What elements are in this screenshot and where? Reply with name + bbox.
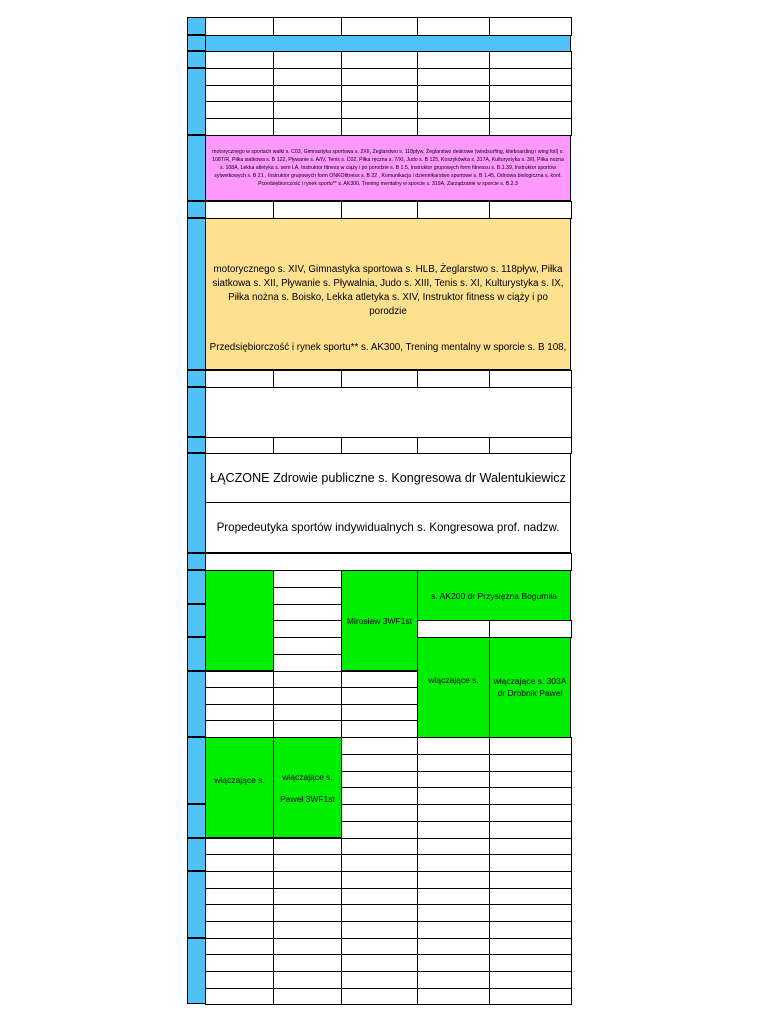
sidebar-cell bbox=[187, 737, 206, 804]
grid-cell bbox=[273, 17, 342, 36]
blank-merged-row bbox=[205, 387, 572, 438]
grid-cell bbox=[273, 938, 342, 955]
peach-block-text-1: motorycznego s. XIV, Gimnastyka sportowa s. HLB, Żeglarstwo s. 118pływ, Piłka siatkowa s. XII, Pływanie s. Pływalnia, Judo s. XIII, Tenis s. XI, Kulturystyka s. IX, Piłka nożna s. Boisko, Lekka atletyka s. XIV, Instruktor fitness w ciąży i po porodzie bbox=[212, 264, 564, 317]
green-block-col1-top bbox=[205, 570, 274, 671]
grid-cell bbox=[341, 68, 418, 86]
laczone-zdrowie-block bbox=[205, 453, 571, 503]
grid-cell bbox=[417, 754, 490, 772]
grid-cell bbox=[489, 921, 572, 939]
grid-cell bbox=[341, 838, 418, 855]
wlaczajace-text-col1: włączające s. bbox=[214, 774, 265, 785]
grid-cell bbox=[417, 954, 490, 972]
laczone-zdrowie-text: ŁĄCZONE Zdrowie publiczne s. Kongresowa dr Walentukiewicz bbox=[210, 471, 566, 485]
grid-cell bbox=[205, 201, 274, 219]
grid-cell bbox=[417, 620, 490, 638]
grid-cell bbox=[205, 687, 274, 705]
sidebar-cell bbox=[187, 453, 206, 553]
grid-cell bbox=[205, 838, 274, 855]
grid-cell bbox=[273, 687, 342, 705]
wlaczajace-pawel-block bbox=[273, 737, 342, 838]
grid-cell bbox=[205, 921, 274, 939]
grid-cell bbox=[489, 888, 572, 905]
grid-cell bbox=[341, 938, 418, 955]
grid-cell bbox=[489, 871, 572, 889]
grid-cell bbox=[417, 787, 490, 805]
grid-cell bbox=[205, 68, 274, 86]
grid-cell bbox=[341, 871, 418, 889]
grid-cell bbox=[273, 921, 342, 939]
grid-cell bbox=[341, 671, 418, 688]
peach-schedule-block bbox=[205, 218, 571, 370]
grid-cell bbox=[489, 620, 572, 638]
grid-cell bbox=[417, 938, 490, 955]
grid-cell bbox=[273, 437, 342, 454]
grid-cell bbox=[417, 68, 490, 86]
grid-cell bbox=[341, 737, 418, 755]
grid-cell bbox=[489, 771, 572, 788]
miroslaw-block bbox=[341, 570, 418, 671]
sidebar-cell bbox=[187, 135, 206, 201]
grid-cell bbox=[341, 101, 418, 119]
sidebar-cell bbox=[187, 804, 206, 838]
grid-cell bbox=[489, 68, 572, 86]
grid-cell bbox=[417, 118, 490, 136]
sidebar-cell bbox=[187, 370, 206, 387]
grid-cell bbox=[417, 101, 490, 119]
grid-cell bbox=[273, 570, 342, 588]
propedeutyka-block bbox=[205, 502, 571, 553]
grid-cell bbox=[273, 118, 342, 136]
grid-cell bbox=[205, 51, 274, 69]
wlaczajace-pawel-text-2: Paweł 3WF1st bbox=[280, 793, 335, 804]
sidebar-cell bbox=[187, 671, 206, 737]
sidebar-cell bbox=[187, 637, 206, 671]
grid-cell bbox=[205, 101, 274, 119]
wlaczajace-303a-text: włączające s. 303A dr Drobnik Paweł bbox=[493, 675, 567, 698]
grid-cell bbox=[489, 17, 572, 36]
grid-cell bbox=[489, 904, 572, 922]
grid-cell bbox=[273, 101, 342, 119]
grid-cell bbox=[417, 971, 490, 989]
grid-cell bbox=[341, 787, 418, 805]
grid-cell bbox=[417, 737, 490, 755]
sidebar-cell bbox=[187, 35, 206, 51]
grid-cell bbox=[489, 737, 572, 755]
grid-cell bbox=[417, 437, 490, 454]
sidebar-cell bbox=[187, 218, 206, 370]
grid-cell bbox=[273, 904, 342, 922]
pink-block-text: motorycznego w sportach walki s. C03, Gimnastyka sportowa s. 2XII, Żeglarstwo s. 118pływ, Żeglarstwo deskowe (windsurfing, kiteboarding i wing foil) s. 108T/R, Piłka siatkowa s. B 122, Pływanie s. A/IV, Tenis s. C02, Piłka ręczna s. 7/XI, Judo s. B 125, Koszykówka s. 317A, Kulturystyka s. 3/II, Piłka nożna s. 108A, Lekka atletyka s. sem LA, Instruktor fitness w ciąży i po porodzie s. B 1.5, Instruktor grupowych form fitnessu s. B.1.39, Instruktor sportów sylwetkowych s. B 21 , Instruktor grupowych form ONKOfitness s. B 22 , Komunikacja i dziennikarstwo sportowe s. B 1.45, Odnowa biologiczna s. konf. Przedsiębiorczość i rynek sportu** s. AK300, Trening mentalny w sporcie s. 319A, Zarządzanie w sporcie s. B.2.3 bbox=[212, 148, 564, 188]
grid-cell bbox=[205, 671, 274, 688]
wlaczajace-block-col1 bbox=[205, 737, 274, 838]
grid-cell bbox=[273, 370, 342, 388]
grid-cell bbox=[205, 854, 274, 872]
sidebar-cell bbox=[187, 871, 206, 938]
grid-cell bbox=[205, 118, 274, 136]
grid-cell bbox=[273, 838, 342, 855]
grid-cell bbox=[489, 101, 572, 119]
wlaczajace-text-col4: włączające s. bbox=[428, 674, 479, 685]
wlaczajace-block-col4 bbox=[417, 637, 490, 738]
sidebar-cell bbox=[187, 938, 206, 1004]
grid-cell bbox=[489, 838, 572, 855]
grid-cell bbox=[489, 971, 572, 989]
grid-cell bbox=[489, 754, 572, 772]
grid-cell bbox=[489, 954, 572, 972]
grid-cell bbox=[205, 888, 274, 905]
grid-cell bbox=[489, 370, 572, 388]
grid-cell bbox=[273, 954, 342, 972]
grid-cell bbox=[273, 971, 342, 989]
sidebar-cell bbox=[187, 553, 206, 570]
sidebar-cell bbox=[187, 201, 206, 218]
grid-cell bbox=[417, 201, 490, 219]
ak200-text: s. AK200 dr Przysiężna Bogumiła bbox=[431, 590, 557, 601]
header-band bbox=[205, 35, 571, 52]
sidebar-cell bbox=[187, 387, 206, 437]
grid-cell bbox=[341, 771, 418, 788]
grid-cell bbox=[417, 854, 490, 872]
grid-cell bbox=[341, 51, 418, 69]
grid-cell bbox=[489, 821, 572, 839]
sidebar-cell bbox=[187, 570, 206, 604]
sidebar-cell bbox=[187, 51, 206, 68]
grid-cell bbox=[417, 804, 490, 822]
grid-cell bbox=[205, 971, 274, 989]
grid-cell bbox=[273, 604, 342, 621]
grid-cell bbox=[417, 871, 490, 889]
grid-cell bbox=[341, 118, 418, 136]
ak200-block bbox=[417, 570, 571, 621]
grid-cell bbox=[341, 821, 418, 839]
grid-cell bbox=[205, 988, 274, 1005]
grid-cell bbox=[273, 871, 342, 889]
grid-cell bbox=[417, 904, 490, 922]
wlaczajace-303a-block bbox=[489, 637, 571, 738]
grid-cell bbox=[341, 720, 418, 738]
grid-cell bbox=[341, 687, 418, 705]
grid-cell bbox=[341, 201, 418, 219]
grid-cell bbox=[205, 871, 274, 889]
grid-cell bbox=[341, 921, 418, 939]
grid-cell bbox=[205, 370, 274, 388]
grid-cell bbox=[489, 938, 572, 955]
miroslaw-text: Mirosław 3WF1st bbox=[346, 615, 413, 626]
grid-cell bbox=[273, 654, 342, 672]
grid-cell bbox=[341, 954, 418, 972]
grid-cell bbox=[341, 971, 418, 989]
sidebar-cell bbox=[187, 437, 206, 453]
grid-cell bbox=[273, 637, 342, 655]
grid-cell bbox=[205, 720, 274, 738]
grid-cell bbox=[489, 854, 572, 872]
grid-cell bbox=[341, 704, 418, 721]
grid-cell bbox=[489, 118, 572, 136]
grid-cell bbox=[417, 51, 490, 69]
grid-cell bbox=[205, 437, 274, 454]
grid-cell bbox=[417, 888, 490, 905]
propedeutyka-text: Propedeutyka sportów indywidualnych s. Kongresowa prof. nadzw. bbox=[216, 521, 560, 534]
peach-block-text-2: Przedsiębiorczość i rynek sportu** s. AK300, Trening mentalny w sporcie s. B 108, bbox=[209, 341, 567, 353]
grid-cell bbox=[489, 988, 572, 1005]
grid-cell bbox=[341, 888, 418, 905]
sidebar-cell bbox=[187, 838, 206, 871]
grid-cell bbox=[273, 888, 342, 905]
grid-cell bbox=[273, 988, 342, 1005]
grid-cell bbox=[341, 17, 418, 36]
grid-cell bbox=[417, 838, 490, 855]
grid-cell bbox=[205, 938, 274, 955]
grid-cell bbox=[489, 804, 572, 822]
sidebar-cell bbox=[187, 17, 206, 35]
grid-cell bbox=[417, 821, 490, 839]
grid-cell bbox=[273, 854, 342, 872]
grid-cell bbox=[341, 804, 418, 822]
sidebar-cell bbox=[187, 604, 206, 637]
grid-cell bbox=[205, 904, 274, 922]
grid-cell bbox=[489, 201, 572, 219]
grid-cell bbox=[417, 771, 490, 788]
grid-cell bbox=[489, 787, 572, 805]
grid-cell bbox=[417, 370, 490, 388]
grid-cell bbox=[341, 854, 418, 872]
grid-cell bbox=[273, 704, 342, 721]
grid-cell bbox=[205, 17, 274, 36]
grid-cell bbox=[489, 437, 572, 454]
grid-cell bbox=[417, 921, 490, 939]
grid-cell bbox=[273, 720, 342, 738]
grid-cell bbox=[341, 988, 418, 1005]
grid-cell bbox=[341, 370, 418, 388]
grid-cell bbox=[273, 68, 342, 86]
grid-cell bbox=[417, 17, 490, 36]
grid-cell bbox=[273, 201, 342, 219]
grid-cell bbox=[489, 51, 572, 69]
grid-cell bbox=[273, 671, 342, 688]
grid-cell bbox=[417, 988, 490, 1005]
pink-schedule-block bbox=[205, 135, 571, 201]
grid-cell bbox=[341, 437, 418, 454]
sidebar-cell bbox=[187, 68, 206, 135]
grid-cell bbox=[205, 954, 274, 972]
grid-cell bbox=[341, 754, 418, 772]
grid-cell bbox=[341, 904, 418, 922]
wlaczajace-pawel-text-1: włączające s. bbox=[282, 771, 333, 782]
grid-cell bbox=[273, 51, 342, 69]
grid-cell bbox=[205, 704, 274, 721]
grid-cell bbox=[273, 620, 342, 638]
grid-cell bbox=[273, 587, 342, 605]
blank-merged-row bbox=[205, 553, 572, 571]
